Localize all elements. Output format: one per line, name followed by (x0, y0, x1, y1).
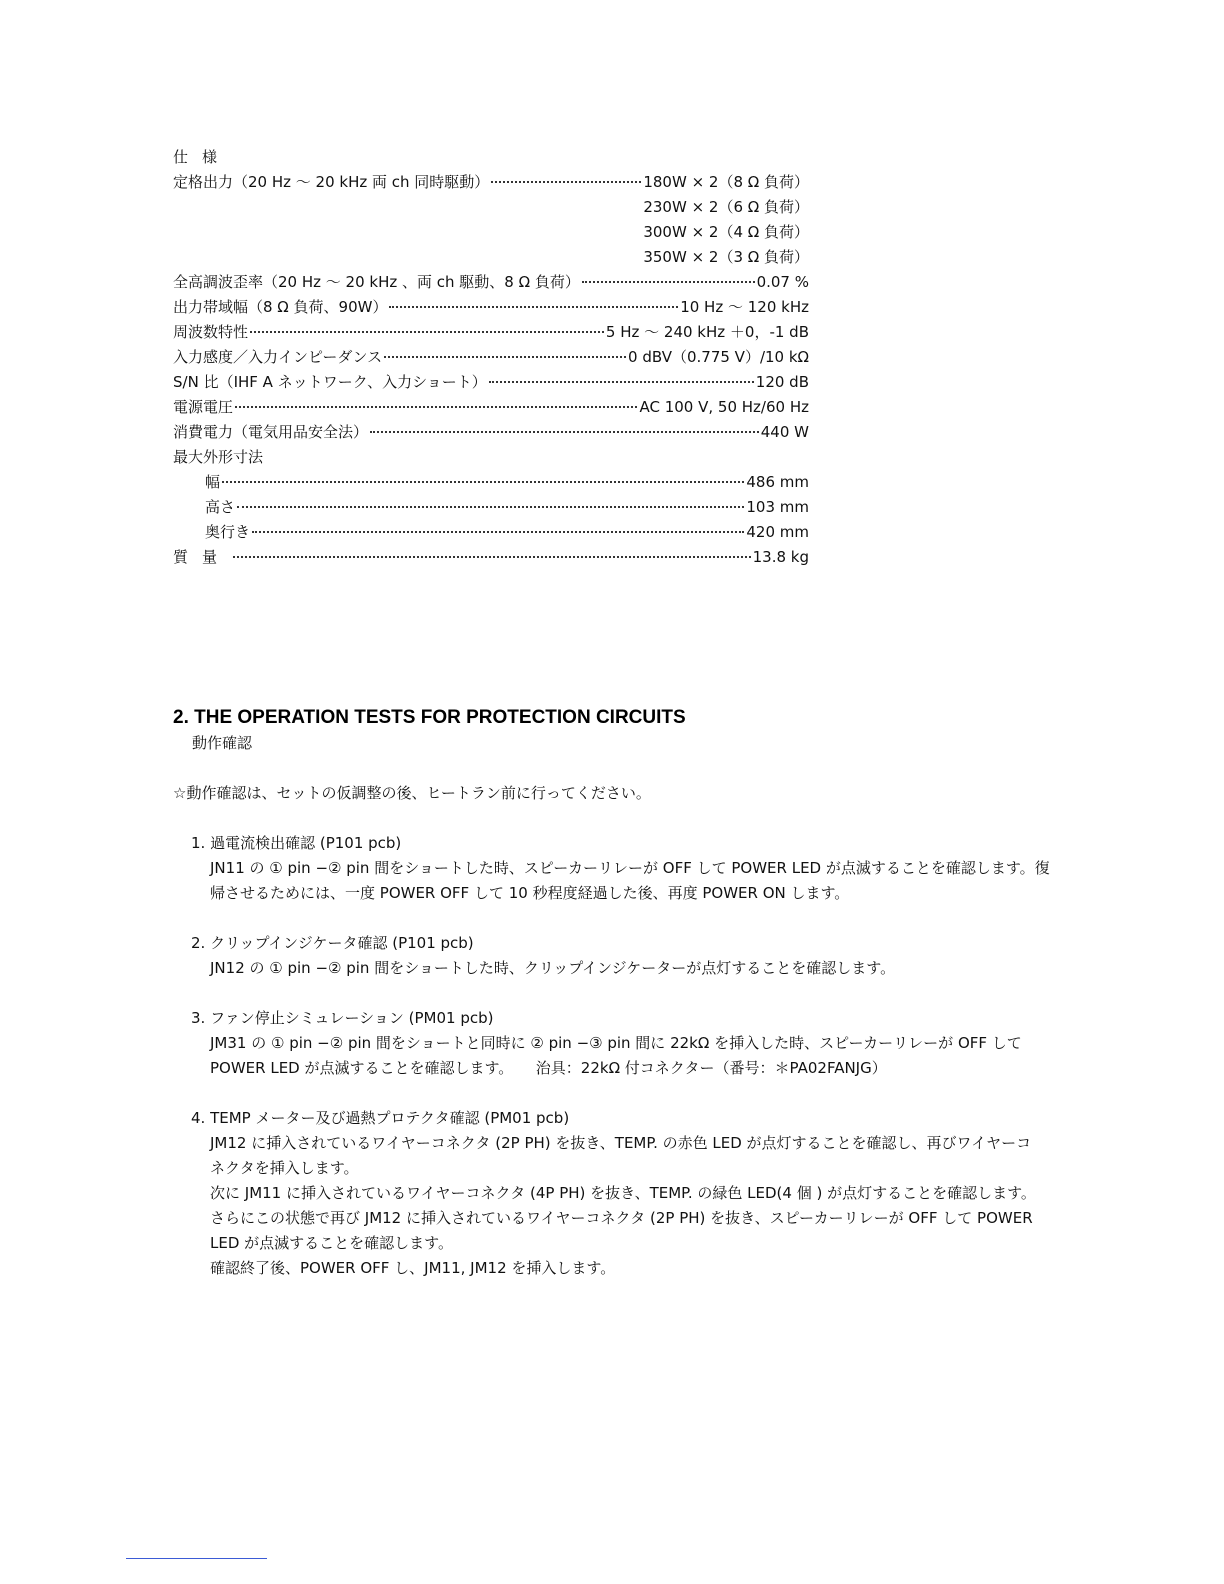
spec-value: 5 Hz 〜 240 kHz ＋0，-1 dB (605, 323, 809, 341)
section-title: 2. THE OPERATION TESTS FOR PROTECTION CIRCUITS (173, 707, 686, 728)
test-line: JN11 の ① pin −② pin 間をショートした時、スピーカーリレーが OFF して POWER LED が点滅することを確認します。復 (210, 859, 1050, 877)
test-item-temp-meter (173, 1106, 1113, 1281)
test-line: POWER LED が点滅することを確認します。 治具：22kΩ 付コネクター（番号：＊PA02FANJG） (210, 1059, 887, 1077)
dot-leader (582, 281, 755, 283)
dot-leader (489, 381, 754, 383)
spec-value: 0 dBV（0.775 V）/10 kΩ (628, 348, 809, 366)
test-line: 帰させるためには、一度 POWER OFF して 10 秒程度経過した後、再度 POWER ON します。 (210, 884, 850, 902)
spec-row-rated-output-cont (173, 220, 809, 245)
dot-leader (491, 181, 641, 183)
test-heading: 3. ファン停止シミュレーション (PM01 pcb) (191, 1009, 494, 1027)
spec-label: 全高調波歪率（20 Hz 〜 20 kHz 、両 ch 駆動、8 Ω 負荷） (173, 273, 580, 291)
footer-divider (126, 1558, 267, 1559)
test-line: 次に JM11 に挿入されているワイヤーコネクタ (4P PH) を抜き、TEMP. の緑色 LED(4 個 ) が点灯することを確認します。 (210, 1184, 1036, 1202)
test-heading: 2. クリップインジケータ確認 (P101 pcb) (191, 934, 474, 952)
spec-value: 0.07 % (756, 273, 809, 291)
test-body (210, 1031, 1113, 1081)
test-heading: 4. TEMP メーター及び過熱プロテクタ確認 (PM01 pcb) (191, 1109, 570, 1127)
spec-label: 入力感度／入力インピーダンス (173, 348, 383, 366)
spec-label: 出力帯域幅（8 Ω 負荷、90W） (173, 298, 388, 316)
spec-value: 13.8 kg (752, 548, 809, 566)
spec-label: 消費電力（電気用品安全法） (173, 423, 369, 441)
spec-label: 定格出力（20 Hz 〜 20 kHz 両 ch 同時駆動） (173, 173, 490, 191)
spec-value: 10 Hz 〜 120 kHz (680, 298, 809, 316)
test-list (173, 831, 1113, 1281)
spec-section (173, 145, 809, 570)
spec-row-input-sensitivity (173, 345, 809, 370)
spec-value: 440 W (760, 423, 809, 441)
spec-title: 仕様 (173, 148, 232, 166)
dot-leader (250, 331, 604, 333)
test-item-clip-indicator (173, 931, 1113, 981)
dot-leader (384, 356, 626, 358)
spec-value: 486 mm (746, 473, 809, 491)
spec-value: 300W × 2（4 Ω 負荷） (643, 223, 809, 241)
test-line: LED が点滅することを確認します。 (210, 1234, 453, 1252)
spec-row-power-consumption (173, 420, 809, 445)
test-line: 確認終了後、POWER OFF し、JM11, JM12 を挿入します。 (210, 1259, 616, 1277)
test-line: JN12 の ① pin −② pin 間をショートした時、クリップインジケーターが点灯することを確認します。 (210, 959, 896, 977)
spec-label: 質量 (173, 548, 232, 566)
spec-row-width (173, 470, 809, 495)
test-line: さらにこの状態で再び JM12 に挿入されているワイヤーコネクタ (2P PH) を抜き、スピーカーリレーが OFF して POWER (210, 1209, 1033, 1227)
spec-row-bandwidth (173, 295, 809, 320)
test-heading: 1. 過電流検出確認 (P101 pcb) (191, 834, 402, 852)
spec-row-rated-output-cont (173, 245, 809, 270)
spec-row-dimensions-heading (173, 445, 809, 470)
dot-leader (235, 406, 637, 408)
spec-row-rated-output-cont (173, 195, 809, 220)
spec-row-power-supply (173, 395, 809, 420)
dot-leader (233, 556, 751, 558)
spec-value: 230W × 2（6 Ω 負荷） (643, 198, 809, 216)
spec-row-depth (173, 520, 809, 545)
test-body (210, 856, 1113, 906)
test-item-overcurrent (173, 831, 1113, 906)
spec-label: 電源電圧 (173, 398, 234, 416)
spec-label: 奥行き (205, 523, 251, 541)
spec-value: 350W × 2（3 Ω 負荷） (643, 248, 809, 266)
dot-leader (222, 481, 744, 483)
test-line: ネクタを挿入します。 (210, 1159, 359, 1177)
dot-leader (237, 506, 744, 508)
test-line: JM12 に挿入されているワイヤーコネクタ (2P PH) を抜き、TEMP. の赤色 LED が点灯することを確認し、再びワイヤーコ (210, 1134, 1032, 1152)
section-note: ☆動作確認は、セットの仮調整の後、ヒートラン前に行ってください。 (173, 784, 651, 802)
spec-value: 120 dB (755, 373, 809, 391)
test-item-fan-stop (173, 1006, 1113, 1081)
dot-leader (389, 306, 678, 308)
test-body (210, 956, 1113, 981)
spec-label: 高さ (205, 498, 236, 516)
spec-value: 103 mm (746, 498, 809, 516)
spec-label: 周波数特性 (173, 323, 249, 341)
spec-label: S/N 比（IHF A ネットワーク、入力ショート） (173, 373, 487, 391)
spec-value: 180W × 2（8 Ω 負荷） (643, 173, 809, 191)
section-subtitle: 動作確認 (192, 734, 253, 752)
spec-value: 420 mm (746, 523, 809, 541)
dot-leader (370, 431, 759, 433)
spec-label: 幅 (205, 473, 221, 491)
spec-row-weight (173, 545, 809, 570)
spec-row-height (173, 495, 809, 520)
spec-row-sn-ratio (173, 370, 809, 395)
dot-leader (252, 531, 744, 533)
spec-label: 最大外形寸法 (173, 448, 264, 466)
spec-row-thd (173, 270, 809, 295)
test-body (210, 1131, 1113, 1281)
spec-row-rated-output (173, 170, 809, 195)
protection-tests-section (173, 705, 1113, 1306)
spec-value: AC 100 V, 50 Hz/60 Hz (639, 398, 809, 416)
test-line: JM31 の ① pin −② pin 間をショートと同時に ② pin −③ pin 間に 22kΩ を挿入した時、スピーカーリレーが OFF して (210, 1034, 1022, 1052)
spec-row-frequency-response (173, 320, 809, 345)
